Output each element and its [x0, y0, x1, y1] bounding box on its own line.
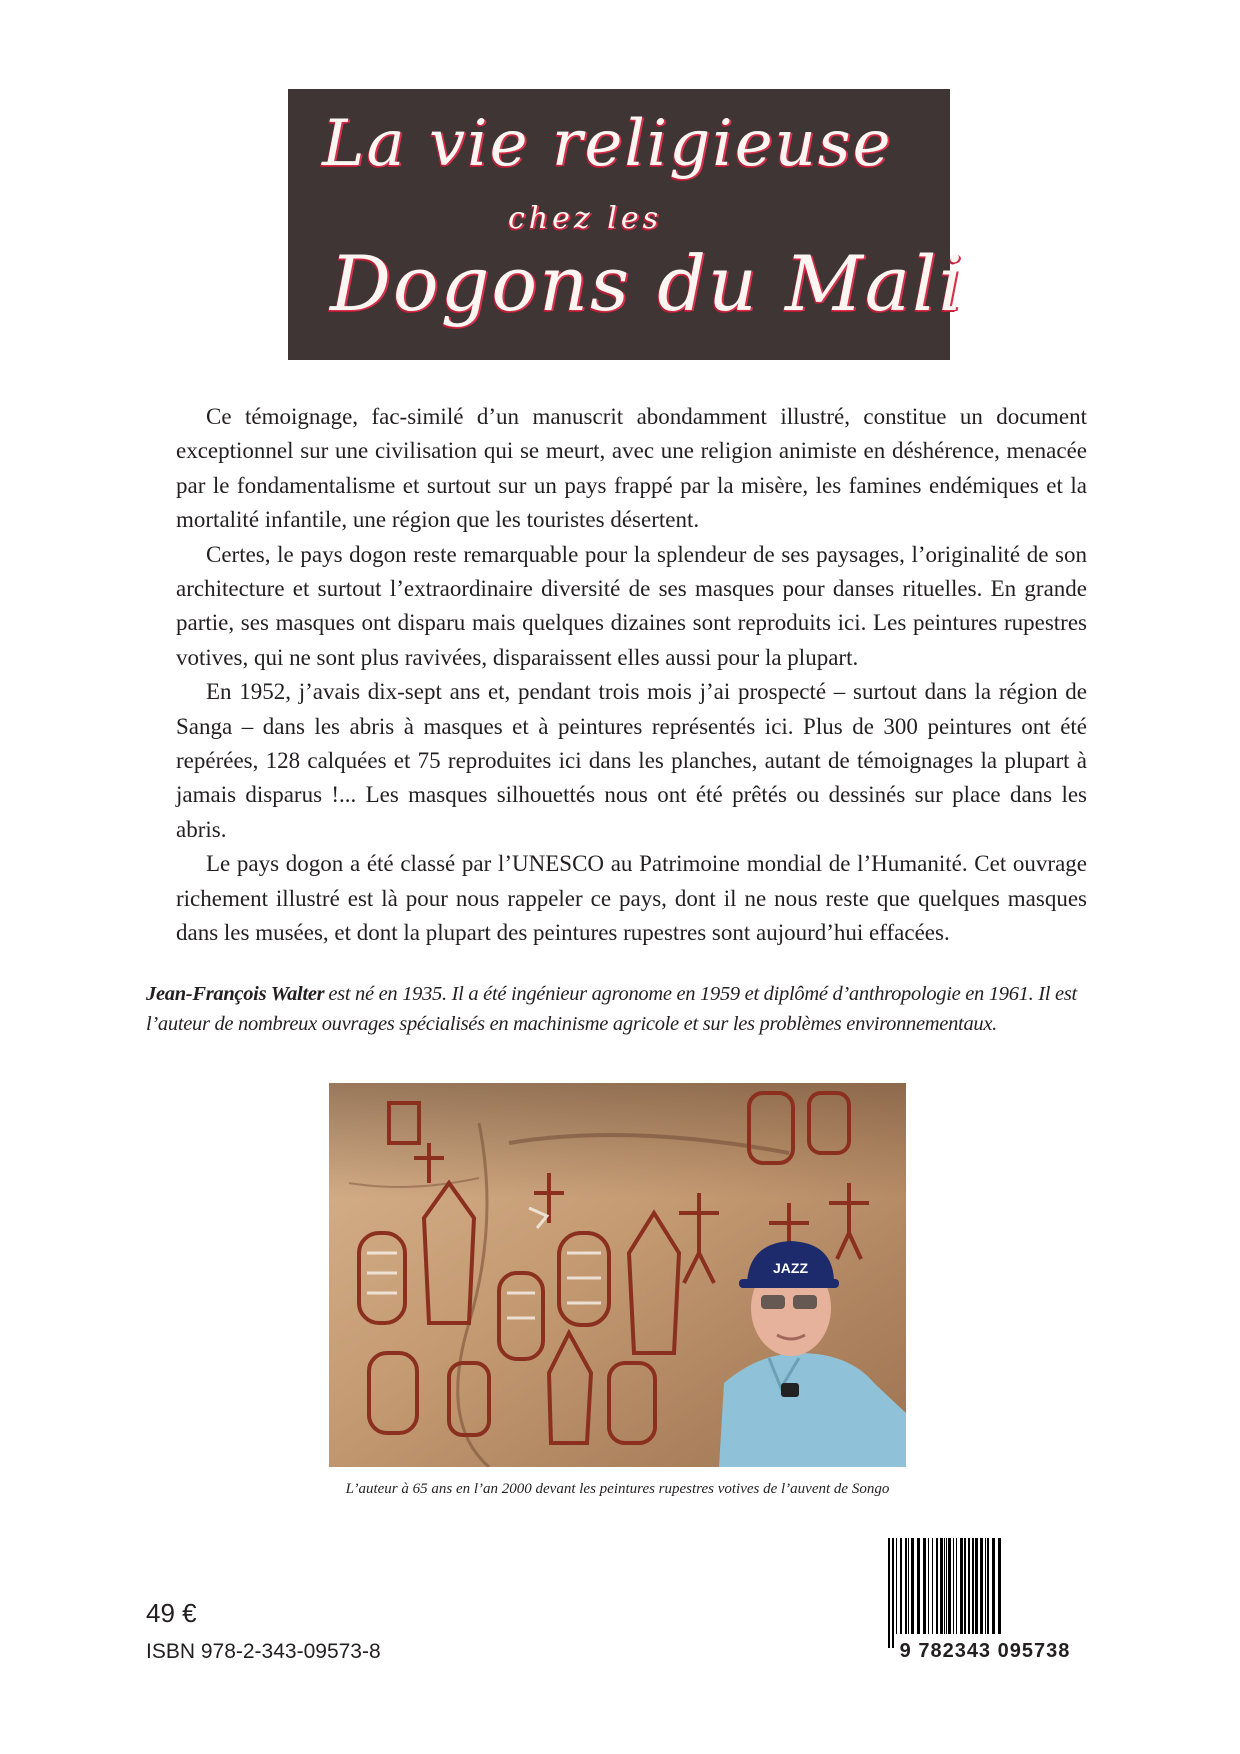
author-photo: [329, 1083, 906, 1467]
barcode-bar: [917, 1538, 920, 1634]
blurb-paragraph-2: Certes, le pays dogon reste remarquable pour la splendeur de ses paysages, l’originalité de son architecture et surtout l’extraordinaire diversité de ses masques pour danses rituelles. En grande partie, ses masques ont disparu mais quelques dizaines sont reproduits ici. Les peintures rupestres votives, qui ne sont plus ravivées, disparaissent elles aussi pour la plupart.: [176, 541, 1087, 670]
barcode-bar: [985, 1538, 986, 1634]
isbn: ISBN 978-2-343-09573-8: [146, 1640, 381, 1663]
barcode-bar: [953, 1538, 954, 1634]
barcode-bar: [923, 1538, 926, 1634]
barcode-bar: [900, 1538, 902, 1634]
barcode-bar: [975, 1538, 978, 1634]
title-plate: [288, 89, 965, 360]
barcode-bar: [908, 1538, 909, 1634]
barcode-bar: [932, 1538, 933, 1634]
barcode-bar: [998, 1538, 1001, 1634]
barcode-bar: [972, 1538, 974, 1634]
barcode-bar: [980, 1538, 983, 1634]
author-bio-text: est né en 1935. Il a été ingénieur agronome en 1959 et diplômé d’anthropologie en 1961. Il est l’auteur de nombreux ouvrages spécialisés en machinisme agricole et sur les problèmes environnementaux.: [146, 983, 1077, 1035]
price: 49 €: [146, 1598, 197, 1628]
author-bio: [146, 979, 1096, 1039]
photo-caption: L’auteur à 65 ans en l’an 2000 devant les peintures rupestres votives de l’auvent de Songo: [345, 1481, 890, 1497]
camera-strap-device: [781, 1383, 799, 1397]
barcode-bar: [968, 1538, 970, 1634]
back-cover-blurb: [176, 400, 1087, 951]
title-line-3: Dogons du Mali: [330, 239, 965, 328]
barcode-guard-bar: [892, 1538, 894, 1648]
barcode-bar: [896, 1538, 897, 1634]
barcode-bar: [911, 1538, 914, 1634]
barcode-bar: [956, 1538, 957, 1634]
barcode-bar: [948, 1538, 951, 1634]
blurb-paragraph-1: Ce témoignage, fac-similé d’un manuscrit abondamment illustré, constitue un document exceptionnel sur une civilisation qui se meurt, avec une religion animiste en déshérence, menacée par le fondamentalisme et surtout sur un pays frappé par la misère, les famines endémiques et la mortalité infantile, une région que les touristes désertent.: [176, 404, 1087, 533]
title-line-1: La vie religieuse: [322, 107, 893, 181]
barcode-bar: [944, 1538, 945, 1634]
author-name: Jean-François Walter: [146, 983, 325, 1005]
barcode-bar: [905, 1538, 907, 1634]
barcode-bar: [936, 1538, 938, 1634]
barcode-bar: [964, 1538, 966, 1634]
barcode-digits: [880, 1640, 1090, 1663]
barcode-bar: [992, 1538, 995, 1634]
barcode-bar: [960, 1538, 963, 1634]
barcode-bar: [928, 1538, 929, 1634]
blurb-paragraph-4: Le pays dogon a été classé par l’UNESCO au Patrimoine mondial de l’Humanité. Cet ouvrage richement illustré est là pour nous rappeler ce pays, dont il ne nous reste que quelques masques dans les musées, et dont la plupart des peintures rupestres sont aujourd’hui effacées.: [176, 851, 1087, 946]
barcode-guard-bar: [888, 1538, 890, 1648]
blurb-paragraph-3: En 1952, j’avais dix-sept ans et, pendant trois mois j’ai prospecté – surtout dans la région de Sanga – dans les abris à masques et à peintures représentés ici. Plus de 300 peintures ont été repérées, 128 calquées et 75 reproduites ici dans les planches, autant de témoignages la plupart à jamais disparus !... Les masques silhouettés nous ont été prêtés ou dessinés sur place dans les abris.: [176, 679, 1087, 842]
barcode-bar: [987, 1538, 989, 1634]
title-line-2: chez les: [508, 201, 662, 236]
cap-text: JAZZ: [773, 1260, 808, 1276]
barcode-bar: [940, 1538, 943, 1634]
author-glasses: [761, 1295, 785, 1309]
barcode-digits-text: 9 782343 095738: [899, 1640, 1071, 1662]
barcode-bar: [946, 1538, 947, 1634]
